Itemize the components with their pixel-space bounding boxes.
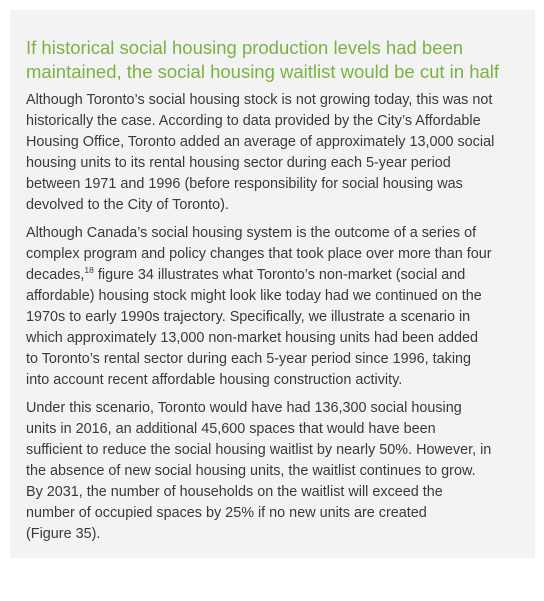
paragraph-3-line: sufficient to reduce the social housing waitlist by nearly 50%. However, in xyxy=(26,442,492,458)
paragraph-2-line-with-footnote xyxy=(26,265,517,286)
paragraph-2-line: into account recent affordable housing construction activity. xyxy=(26,372,403,388)
paragraph-2-line: which approximately 13,000 non-market housing units had been added xyxy=(26,330,479,346)
paragraph-3-line: number of occupied spaces by 25% if no new units are created xyxy=(26,505,427,521)
paragraph-1-line: devolved to the City of Toronto). xyxy=(26,197,229,213)
paragraph-2-line: to Toronto’s rental sector during each 5-year period since 1996, taking xyxy=(26,351,472,367)
paragraph-3-line: the absence of new social housing units, the waitlist continues to grow. xyxy=(26,463,476,479)
paragraph-2-line: Although Canada’s social housing system is the outcome of a series of xyxy=(26,225,477,241)
paragraph-2-line: complex program and policy changes that took place over more than four xyxy=(26,246,492,262)
heading-line-2: maintained, the social housing waitlist would be cut in half xyxy=(26,61,500,82)
paragraph-2-line: affordable) housing stock might look like today had we continued on the xyxy=(26,288,482,304)
heading-line-1: If historical social housing production levels had been xyxy=(26,37,464,58)
paragraph-3-line: By 2031, the number of households on the waitlist will exceed the xyxy=(26,484,443,500)
paragraph-1-line: housing units to its rental housing sector during each 5-year period xyxy=(26,155,451,171)
paragraph-1-line: historically the case. According to data provided by the City’s Affordable xyxy=(26,113,481,129)
paragraph-3 xyxy=(26,398,517,545)
paragraph-2 xyxy=(26,223,517,391)
paragraph-1 xyxy=(26,90,517,216)
paragraph-1-line: Although Toronto’s social housing stock is not growing today, this was not xyxy=(26,92,493,108)
paragraph-3-line: Under this scenario, Toronto would have had 136,300 social housing xyxy=(26,400,462,416)
paragraph-1-line: between 1971 and 1996 (before responsibility for social housing was xyxy=(26,176,463,192)
paragraph-3-line: (Figure 35). xyxy=(26,526,101,542)
paragraph-2-text: figure 34 illustrates what Toronto’s non-market (social and xyxy=(93,267,466,283)
paragraph-2-line: 1970s to early 1990s trajectory. Specifically, we illustrate a scenario in xyxy=(26,309,471,325)
paragraph-2-text: decades, xyxy=(26,267,85,283)
section-heading xyxy=(26,36,517,84)
paragraph-1-line: Housing Office, Toronto added an average of approximately 13,000 social xyxy=(26,134,495,150)
content-panel xyxy=(10,10,535,558)
paragraph-3-line: units in 2016, an additional 45,600 spaces that would have been xyxy=(26,421,436,437)
footnote-marker[interactable]: 18 xyxy=(84,265,94,276)
